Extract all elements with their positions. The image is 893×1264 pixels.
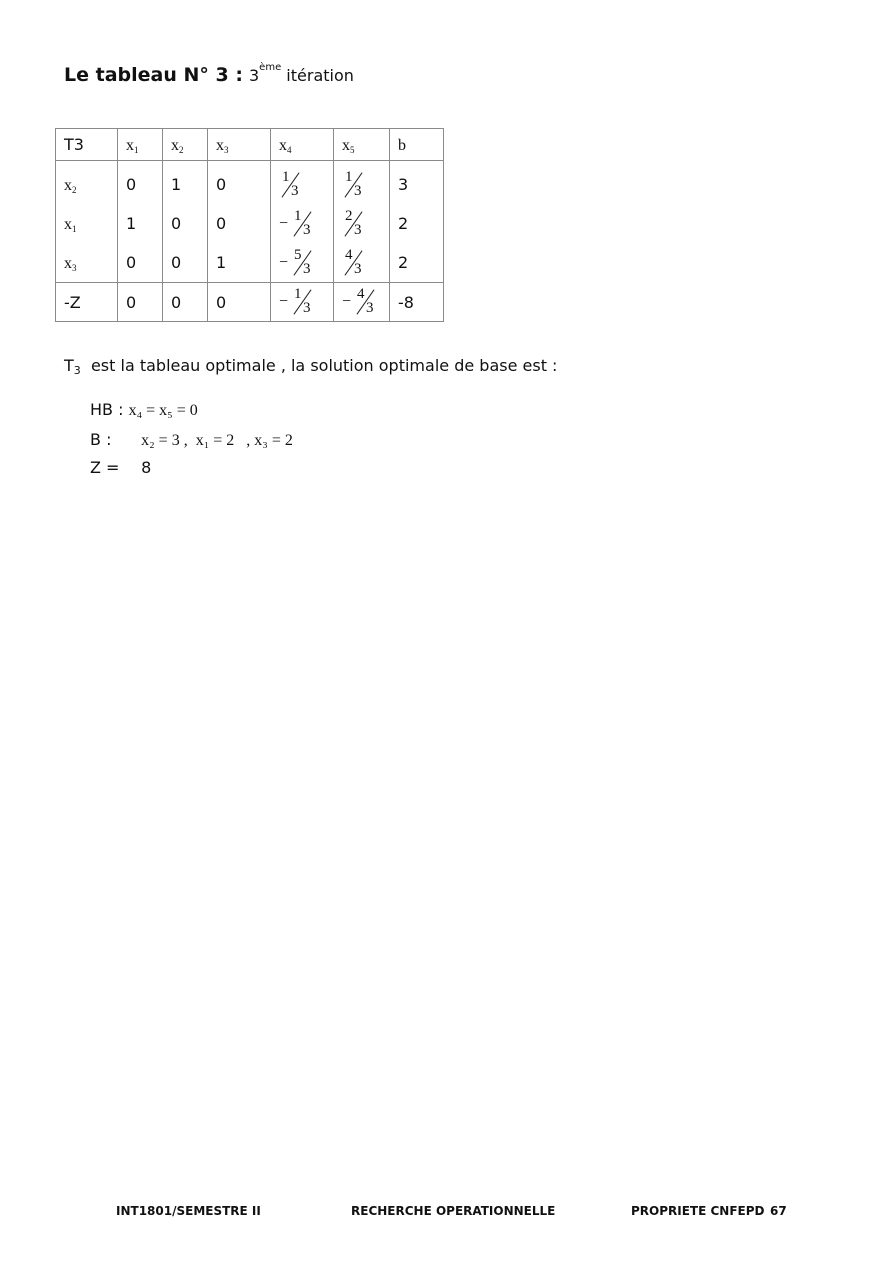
footer-subject: RECHERCHE OPERATIONNELLE [351, 1204, 556, 1218]
table-cell-fraction: − 4 3 [334, 283, 390, 322]
table-cell-b: -8 [390, 283, 444, 322]
objective-label: -Z [56, 283, 118, 322]
table-cell-fraction: 4 3 [334, 243, 390, 283]
table-cell-fraction: − 1 3 [271, 204, 334, 243]
table-cell-b: 2 [390, 243, 444, 283]
page-heading [64, 64, 354, 86]
table-cell: 0 [163, 283, 208, 322]
solution-b [90, 430, 293, 450]
table-cell: 0 [163, 243, 208, 283]
table-row [56, 243, 444, 283]
hb-label: HB : [90, 400, 124, 419]
table-corner-cell: T3 [56, 129, 118, 161]
basis-variable: $x_3$ [56, 243, 118, 283]
table-cell-fraction: − 5 3 [271, 243, 334, 283]
table-header-row [56, 129, 444, 161]
table-cell-b: 2 [390, 204, 444, 243]
table-row [56, 161, 444, 205]
footer-owner: PROPRIETE CNFEPD [631, 1204, 765, 1218]
table-cell: 1 [163, 161, 208, 205]
table-cell-b: 3 [390, 161, 444, 205]
column-header: $x_2$ [163, 129, 208, 161]
simplex-tableau [55, 128, 444, 322]
table-cell-fraction: − 1 3 [271, 283, 334, 322]
table-cell-fraction: 2 3 [334, 204, 390, 243]
objective-row [56, 283, 444, 322]
heading-title: Le tableau N° 3 : [64, 64, 243, 86]
table-cell: 0 [118, 243, 163, 283]
table-cell: 0 [118, 161, 163, 205]
b-equation: x₂ = 3 , x₁ = 2 , x₃ = 2 [141, 432, 293, 449]
b-label: B : [90, 430, 112, 449]
column-header: $x_5$ [334, 129, 390, 161]
column-header: $x_1$ [118, 129, 163, 161]
table-cell: 1 [208, 243, 271, 283]
table-cell: 0 [208, 161, 271, 205]
column-header-b: b [390, 129, 444, 161]
z-value: 8 [141, 458, 152, 477]
conclusion-text: $T_3$ est la tableau optimale , la solution optimale de base est : [64, 356, 558, 377]
table-cell: 1 [118, 204, 163, 243]
column-header: $x_3$ [208, 129, 271, 161]
table-cell: 0 [118, 283, 163, 322]
table-cell: 0 [208, 283, 271, 322]
footer-course-code: INT1801/SEMESTRE II [116, 1204, 261, 1218]
hb-equation: x₄ = x₅ = 0 [128, 402, 198, 419]
basis-variable: $x_2$ [56, 161, 118, 205]
table-row [56, 204, 444, 243]
table-cell-fraction: 1 3 [271, 161, 334, 205]
solution-hb [90, 400, 198, 420]
column-header: $x_4$ [271, 129, 334, 161]
table-cell: 0 [163, 204, 208, 243]
basis-variable: $x_1$ [56, 204, 118, 243]
footer-page-number: 67 [770, 1204, 787, 1218]
z-label: Z = [90, 458, 120, 477]
heading-iteration: 3ème itération [248, 62, 354, 85]
table-cell-fraction: 1 3 [334, 161, 390, 205]
table-cell: 0 [208, 204, 271, 243]
solution-z [90, 458, 151, 477]
